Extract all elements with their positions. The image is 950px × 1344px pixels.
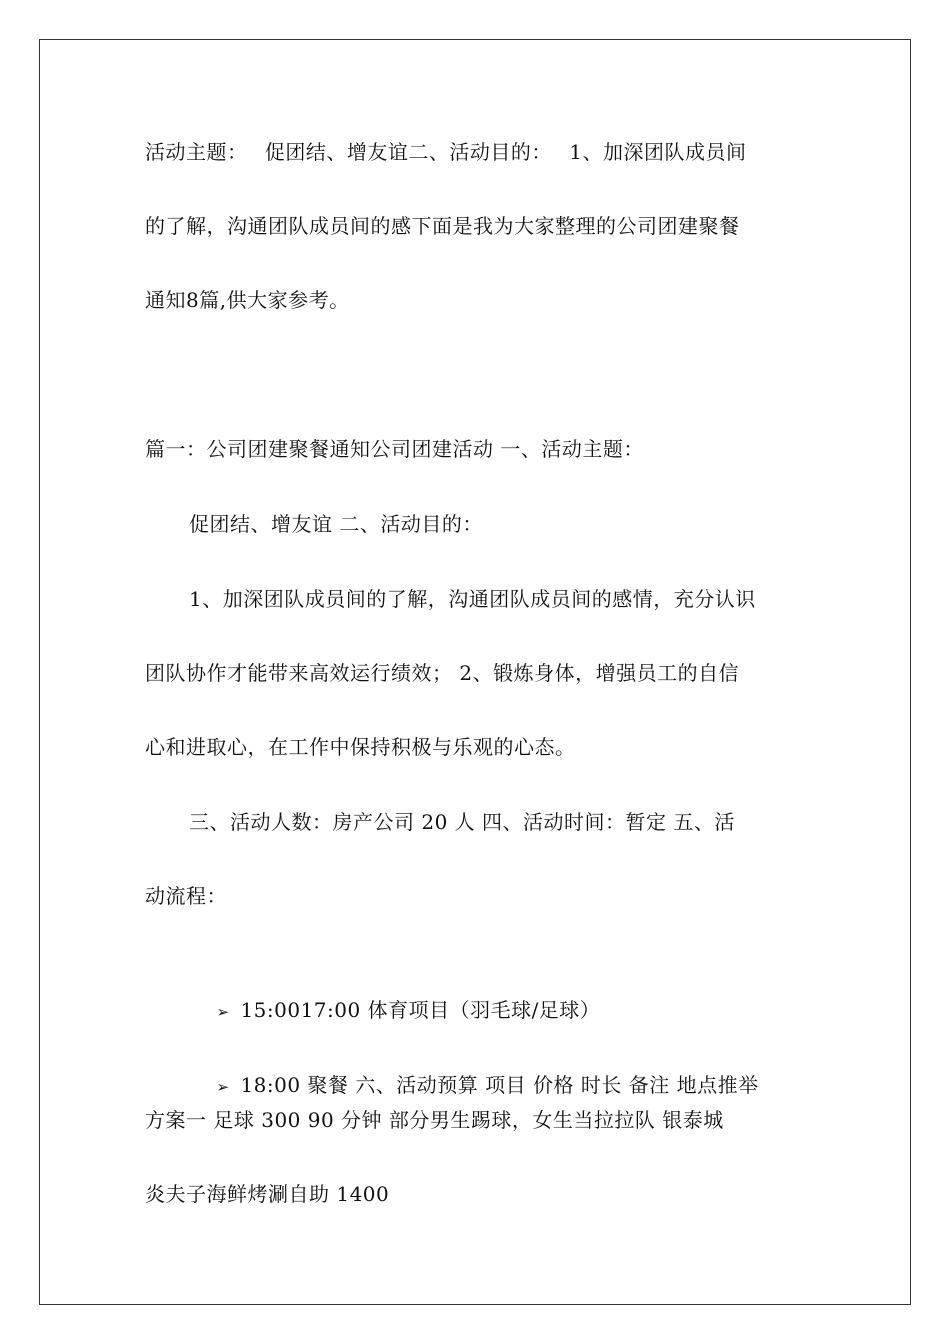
budget-line-2: 炎夫子海鲜烤涮自助 1400	[145, 1182, 390, 1206]
goal-line-2: 团队协作才能带来高效运行绩效； 2、锻炼身体，增强员工的自信	[145, 661, 740, 685]
paragraph-line-2: 的了解，沟通团队成员间的感下面是我为大家整理的公司团建聚餐	[145, 214, 740, 238]
goal-line-3: 心和进取心，在工作中保持积极与乐观的心态。	[145, 735, 576, 759]
theme-line: 促团结、增友谊 二、活动目的：	[189, 512, 483, 536]
participants-line: 三、活动人数：房产公司 20 人 四、活动时间：暂定 五、活	[189, 810, 735, 834]
paragraph-line-3: 通知8篇,供大家参考。	[145, 288, 350, 312]
arrow-bullet-icon: ➢	[216, 1003, 230, 1021]
schedule-item-1	[189, 950, 601, 1022]
goal-line-1: 1、加深团队成员间的了解，沟通团队成员间的感情，充分认识	[189, 587, 756, 611]
schedule-item-2-text: 18:00 聚餐 六、活动预算 项目 价格 时长 备注 地点推举	[240, 1073, 759, 1097]
paragraph-line-1: 活动主题： 促团结、增友谊二、活动目的： 1、加深团队成员间	[145, 140, 747, 164]
schedule-item-1-text: 15:0017:00 体育项目（羽毛球/足球）	[240, 998, 601, 1022]
process-heading-line: 动流程：	[145, 884, 227, 908]
schedule-item-2	[189, 1025, 759, 1097]
budget-line-1: 方案一 足球 300 90 分钟 部分男生踢球，女生当拉拉队 银泰城	[145, 1108, 724, 1132]
section-heading-line: 篇一：公司团建聚餐通知公司团建活动 一、活动主题：	[145, 437, 644, 461]
arrow-bullet-icon: ➢	[216, 1078, 230, 1096]
